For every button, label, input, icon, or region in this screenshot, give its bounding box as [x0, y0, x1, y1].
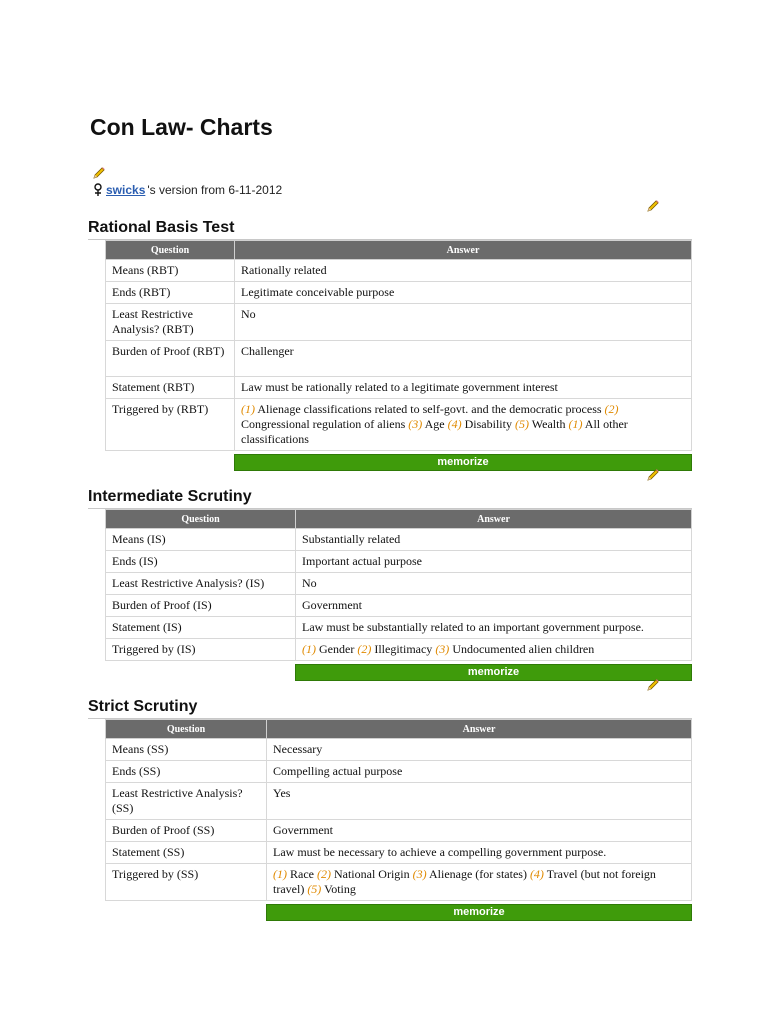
answer-cell [296, 617, 692, 639]
answer-cell [296, 529, 692, 551]
memorize-row [88, 904, 692, 921]
memorize-button[interactable]: memorize [234, 454, 692, 471]
answer-number: (1) [568, 417, 583, 431]
column-header-question: Question [106, 241, 235, 260]
section-intermediate-scrutiny [88, 488, 692, 681]
answer-number: (1) [241, 402, 255, 416]
column-header-answer: Answer [235, 241, 692, 260]
question-cell: Triggered by (SS) [106, 864, 267, 901]
answer-cell [235, 260, 692, 282]
edit-pencil-icon[interactable] [646, 678, 660, 692]
qa-table [105, 719, 692, 901]
question-cell: Means (IS) [106, 529, 296, 551]
answer-text: Illegitimacy [371, 642, 436, 656]
question-cell: Least Restrictive Analysis? (IS) [106, 573, 296, 595]
answer-number: (3) [412, 867, 427, 881]
question-cell: Ends (IS) [106, 551, 296, 573]
table-row [106, 783, 692, 820]
answer-text: Government [273, 823, 333, 837]
column-header-question: Question [106, 720, 267, 739]
section-title: Strict Scrutiny [88, 698, 692, 719]
answer-text: No [302, 576, 317, 590]
answer-cell [235, 282, 692, 304]
edit-pencil-icon[interactable] [92, 166, 106, 180]
edit-pencil-icon[interactable] [646, 199, 660, 213]
answer-text: Voting [321, 882, 356, 896]
section-title: Intermediate Scrutiny [88, 488, 692, 509]
section-title: Rational Basis Test [88, 219, 692, 240]
answer-text: Law must be necessary to achieve a compelling government purpose. [273, 845, 607, 859]
page-title: Con Law- Charts [90, 114, 273, 140]
table-row [106, 595, 692, 617]
answer-cell [296, 595, 692, 617]
table-row [106, 761, 692, 783]
memorize-row [88, 664, 692, 681]
question-cell: Ends (RBT) [106, 282, 235, 304]
edit-pencil-icon[interactable] [646, 468, 660, 482]
table-row [106, 551, 692, 573]
answer-text: National Origin [330, 867, 413, 881]
question-cell: Statement (IS) [106, 617, 296, 639]
answer-cell [267, 783, 692, 820]
table-row [106, 377, 692, 399]
question-cell: Least Restrictive Analysis? (SS) [106, 783, 267, 820]
answer-cell [267, 739, 692, 761]
answer-text: Disability [461, 417, 515, 431]
answer-cell [235, 341, 692, 377]
column-header-answer: Answer [267, 720, 692, 739]
qa-table [105, 240, 692, 451]
answer-text: Race [287, 867, 317, 881]
answer-text: Gender [316, 642, 358, 656]
answer-number: (1) [273, 867, 287, 881]
question-cell: Burden of Proof (RBT) [106, 341, 235, 377]
question-cell: Statement (RBT) [106, 377, 235, 399]
table-row [106, 341, 692, 377]
table-row [106, 399, 692, 451]
answer-text: Undocumented alien children [449, 642, 595, 656]
memorize-row [88, 454, 692, 471]
answer-number: (3) [408, 417, 423, 431]
question-cell: Triggered by (RBT) [106, 399, 235, 451]
table-row [106, 573, 692, 595]
question-cell: Triggered by (IS) [106, 639, 296, 661]
answer-text: Necessary [273, 742, 323, 756]
question-cell: Burden of Proof (SS) [106, 820, 267, 842]
answer-number: (2) [357, 642, 372, 656]
answer-cell [267, 820, 692, 842]
answer-text: All other classifications [241, 417, 628, 446]
answer-cell [296, 551, 692, 573]
version-line [92, 183, 282, 197]
table-row [106, 304, 692, 341]
answer-text: Government [302, 598, 362, 612]
table-row [106, 617, 692, 639]
answer-text: Alienage (for states) [426, 867, 530, 881]
question-cell: Means (RBT) [106, 260, 235, 282]
answer-cell [235, 304, 692, 341]
answer-text: Important actual purpose [302, 554, 422, 568]
question-cell: Burden of Proof (IS) [106, 595, 296, 617]
table-row [106, 260, 692, 282]
answer-text: Congressional regulation of aliens [241, 417, 409, 431]
table-row [106, 820, 692, 842]
answer-cell [296, 639, 692, 661]
table-row [106, 842, 692, 864]
column-header-question: Question [106, 510, 296, 529]
question-cell: Ends (SS) [106, 761, 267, 783]
answer-number: (2) [316, 867, 331, 881]
memorize-button[interactable]: memorize [295, 664, 692, 681]
answer-text: Challenger [241, 344, 294, 358]
answer-text: Age [422, 417, 448, 431]
qa-table [105, 509, 692, 661]
answer-cell [235, 399, 692, 451]
table-row [106, 529, 692, 551]
answer-number: (1) [302, 642, 316, 656]
version-text: 's version from 6-11-2012 [147, 183, 283, 197]
answer-text: Compelling actual purpose [273, 764, 403, 778]
answer-number: (4) [447, 417, 462, 431]
answer-cell [235, 377, 692, 399]
user-link[interactable]: swicks [106, 183, 146, 197]
answer-number: (5) [514, 417, 529, 431]
answer-text: Travel (but not foreign travel) [273, 867, 656, 896]
question-cell: Statement (SS) [106, 842, 267, 864]
answer-text: Substantially related [302, 532, 401, 546]
answer-text: No [241, 307, 256, 321]
answer-number: (5) [307, 882, 322, 896]
section-strict-scrutiny [88, 698, 692, 921]
answer-text: Legitimate conceivable purpose [241, 285, 395, 299]
answer-text: Law must be rationally related to a legitimate government interest [241, 380, 558, 394]
answer-number: (4) [529, 867, 544, 881]
table-row [106, 282, 692, 304]
answer-number: (2) [604, 402, 619, 416]
answer-number: (3) [435, 642, 450, 656]
answer-cell [296, 573, 692, 595]
table-row [106, 639, 692, 661]
memorize-button[interactable]: memorize [266, 904, 692, 921]
table-row [106, 864, 692, 901]
section-rational-basis [88, 219, 692, 471]
question-cell: Least Restrictive Analysis? (RBT) [106, 304, 235, 341]
question-cell: Means (SS) [106, 739, 267, 761]
table-row [106, 739, 692, 761]
answer-text: Law must be substantially related to an important government purpose. [302, 620, 644, 634]
answer-cell [267, 842, 692, 864]
user-icon [92, 183, 104, 197]
answer-text: Rationally related [241, 263, 327, 277]
answer-text: Alienage classifications related to self-govt. and the democratic process [255, 402, 605, 416]
answer-cell [267, 864, 692, 901]
column-header-answer: Answer [296, 510, 692, 529]
answer-cell [267, 761, 692, 783]
answer-text: Yes [273, 786, 291, 800]
answer-text: Wealth [528, 417, 569, 431]
